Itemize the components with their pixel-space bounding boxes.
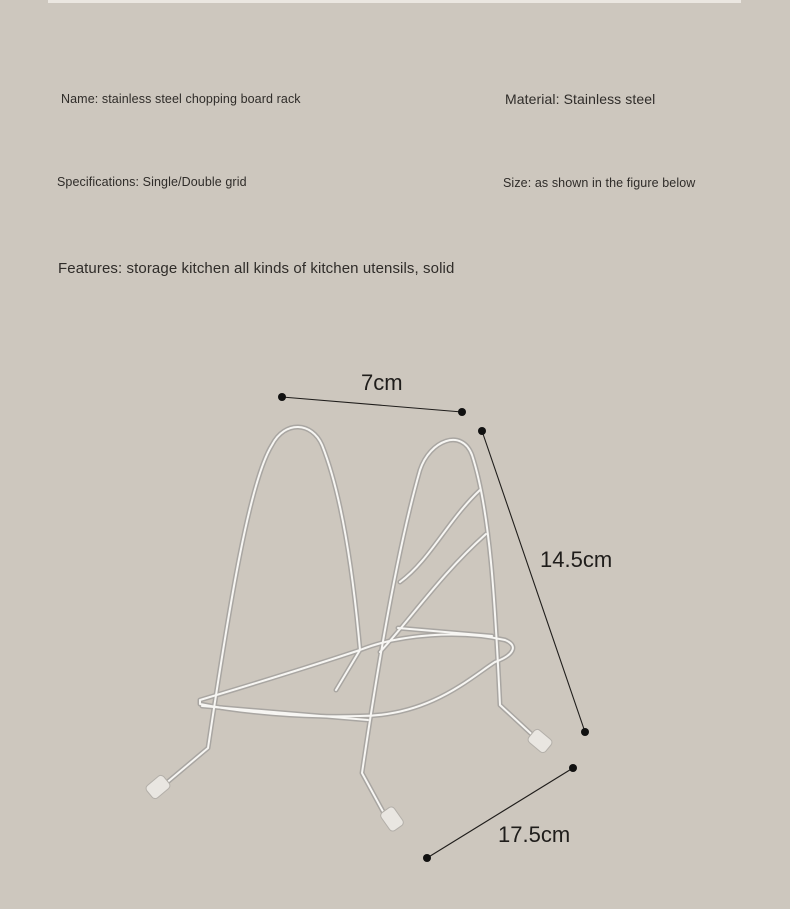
spec-material: Material: Stainless steel	[505, 91, 656, 107]
dimension-width-line	[282, 397, 462, 412]
spec-features: Features: storage kitchen all kinds of kitchen utensils, solid	[58, 260, 455, 277]
spec-name: Name: stainless steel chopping board rack	[61, 92, 301, 106]
dimension-height-label: 14.5cm	[540, 547, 613, 572]
rack-foot-caps	[144, 728, 553, 833]
dimension-width-label: 7cm	[361, 370, 403, 395]
rack-illustration	[158, 427, 540, 828]
dimension-endpoints	[278, 393, 589, 862]
spec-size: Size: as shown in the figure below	[503, 176, 696, 190]
spec-specifications: Specifications: Single/Double grid	[57, 175, 247, 189]
dimension-depth-label: 17.5cm	[498, 822, 571, 847]
